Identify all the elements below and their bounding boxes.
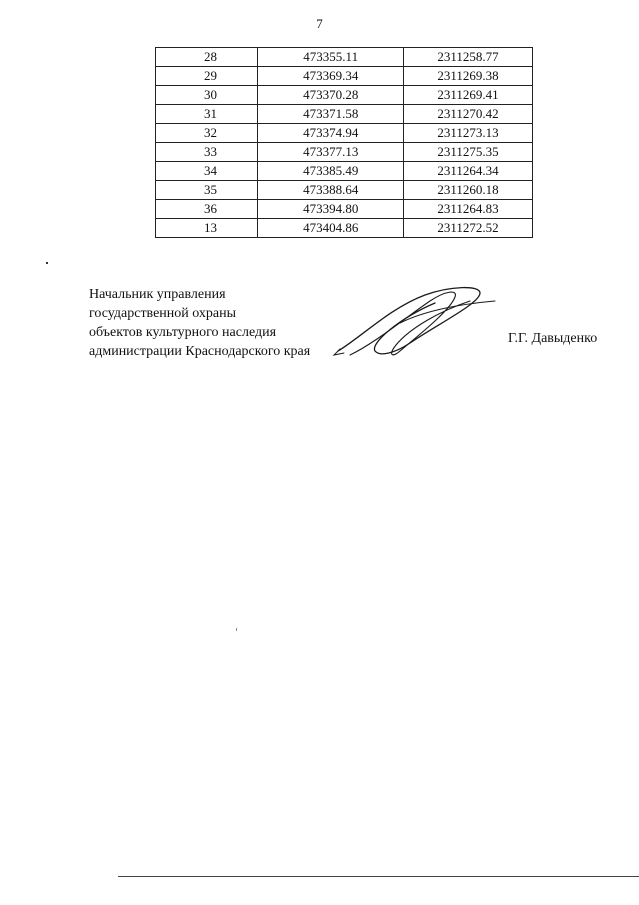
x-coordinate-cell: 473355.11 (258, 48, 404, 67)
stray-dot (46, 262, 48, 264)
table-row (156, 143, 533, 162)
handwritten-signature (330, 283, 505, 363)
point-number-cell: 29 (156, 67, 258, 86)
x-coordinate-cell: 473404.86 (258, 219, 404, 238)
y-coordinate-cell: 2311258.77 (404, 48, 533, 67)
page-number: 7 (316, 16, 323, 31)
signatory-title-line: государственной охраны (89, 306, 237, 321)
x-coordinate-cell: 473394.80 (258, 200, 404, 219)
point-number-cell: 34 (156, 162, 258, 181)
x-coordinate-cell: 473374.94 (258, 124, 404, 143)
x-coordinate-cell: 473377.13 (258, 143, 404, 162)
point-number-cell: 33 (156, 143, 258, 162)
y-coordinate-cell: 2311272.52 (404, 219, 533, 238)
signatory-title-line: объектов культурного наследия (89, 325, 277, 340)
y-coordinate-cell: 2311264.34 (404, 162, 533, 181)
x-coordinate-cell: 473388.64 (258, 181, 404, 200)
table-row (156, 86, 533, 105)
signatory-title (89, 285, 310, 361)
y-coordinate-cell: 2311269.41 (404, 86, 533, 105)
table-row (156, 162, 533, 181)
table-row (156, 181, 533, 200)
x-coordinate-cell: 473385.49 (258, 162, 404, 181)
scan-speck (236, 628, 237, 631)
table-row (156, 219, 533, 238)
table-row (156, 200, 533, 219)
x-coordinate-cell: 473370.28 (258, 86, 404, 105)
bottom-rule (118, 876, 639, 877)
point-number-cell: 36 (156, 200, 258, 219)
point-number-cell: 31 (156, 105, 258, 124)
point-number-cell: 28 (156, 48, 258, 67)
y-coordinate-cell: 2311275.35 (404, 143, 533, 162)
table-row (156, 67, 533, 86)
signatory-title-line: администрации Краснодарского края (89, 344, 311, 359)
signatory-title-line: Начальник управления (89, 287, 226, 302)
y-coordinate-cell: 2311260.18 (404, 181, 533, 200)
y-coordinate-cell: 2311270.42 (404, 105, 533, 124)
y-coordinate-cell: 2311273.13 (404, 124, 533, 143)
y-coordinate-cell: 2311269.38 (404, 67, 533, 86)
coordinates-table-body (156, 48, 533, 238)
x-coordinate-cell: 473371.58 (258, 105, 404, 124)
point-number-cell: 35 (156, 181, 258, 200)
point-number-cell: 32 (156, 124, 258, 143)
coordinates-table (155, 47, 533, 238)
table-row (156, 105, 533, 124)
y-coordinate-cell: 2311264.83 (404, 200, 533, 219)
table-row (156, 124, 533, 143)
point-number-cell: 13 (156, 219, 258, 238)
point-number-cell: 30 (156, 86, 258, 105)
signer-name: Г.Г. Давыденко (508, 331, 598, 346)
table-row (156, 48, 533, 67)
x-coordinate-cell: 473369.34 (258, 67, 404, 86)
